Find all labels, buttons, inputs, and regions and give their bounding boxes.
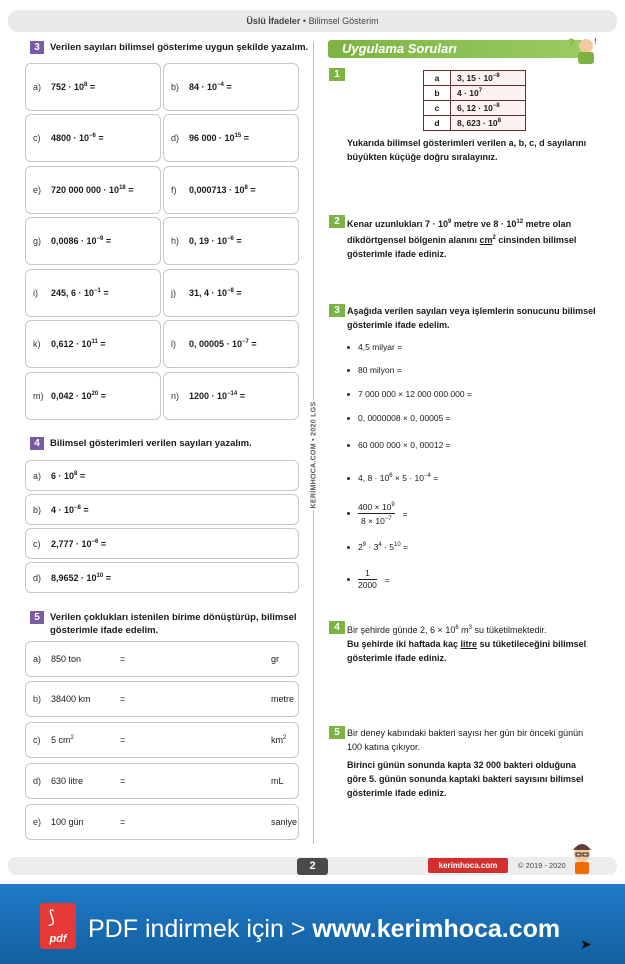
expression-base: 0,0086 · 10 — [51, 236, 97, 246]
expression-exponent: 10 — [96, 572, 104, 579]
q5-line3: Birinci günün sonunda kapta 32 000 bakteri olduğuna — [347, 760, 577, 770]
equals-sign: = — [83, 504, 89, 515]
equals-sign: = — [120, 735, 126, 745]
table-row — [424, 101, 526, 116]
table-key: a — [424, 71, 451, 86]
item-expression — [189, 82, 232, 92]
q3-item9-eq: = — [384, 574, 390, 585]
expression-exponent: −8 — [227, 288, 234, 294]
q4-line2-b: su tüketileceğini bilimsel — [477, 639, 587, 649]
answer-box[interactable] — [25, 372, 161, 420]
expression-base: 4 · 10 — [51, 504, 75, 515]
equals-sign: = — [251, 339, 257, 349]
q3-item8-d: = — [400, 542, 408, 552]
equals-sign: = — [100, 391, 106, 401]
q4-exp2: 3 — [468, 625, 473, 631]
answer-box[interactable] — [25, 722, 299, 758]
expression-base: 720 000 000 · 10 — [51, 185, 120, 195]
item-label: c) — [33, 735, 41, 745]
q3-item8-a: 2 — [358, 542, 363, 552]
q4-line1-b: m — [458, 625, 469, 635]
section5-title-line2: gösterimle ifade edelim. — [50, 625, 159, 636]
q2-line2-b: cinsinden bilimsel — [495, 235, 577, 245]
answer-box[interactable] — [163, 114, 299, 162]
bullet-dot — [347, 546, 350, 549]
acrobat-glyph-icon: ⟆ — [48, 907, 56, 927]
q3-item6-e1: 6 — [389, 473, 393, 479]
quantity-value: 38400 km — [51, 694, 91, 704]
expression-exponent: −1 — [94, 288, 101, 294]
value-base: 3, 15 · 10 — [457, 73, 493, 83]
item-label: b) — [33, 504, 42, 515]
answer-box[interactable] — [25, 460, 299, 491]
table-row — [424, 71, 526, 86]
equals-sign: = — [243, 133, 250, 143]
q3-item9-fraction — [358, 568, 377, 591]
answer-box[interactable] — [25, 63, 161, 111]
page-header — [8, 10, 617, 32]
value-exponent: 7 — [478, 88, 483, 94]
answer-box[interactable] — [25, 562, 299, 593]
uygulama-banner — [328, 40, 590, 58]
equals-sign: = — [236, 288, 242, 298]
q3-item-text: 60 000 000 × 0, 00012 = — [358, 440, 451, 450]
expression-base: 84 · 10 — [189, 82, 218, 92]
target-unit — [271, 817, 297, 827]
equals-sign: = — [236, 236, 242, 246]
expression-exponent: 11 — [91, 339, 98, 345]
pdf-banner-url[interactable]: www.kerimhoca.com — [312, 915, 561, 943]
item-expression — [51, 505, 89, 515]
answer-box[interactable] — [163, 320, 299, 368]
table-row — [424, 116, 526, 131]
bullet-dot — [347, 477, 350, 480]
question5-number: 5 — [329, 726, 345, 739]
item-expression — [51, 471, 85, 481]
expression-base: 0,612 · 10 — [51, 339, 92, 349]
equals-sign: = — [120, 817, 126, 827]
item-label: i) — [33, 288, 38, 298]
section4-title: Bilimsel gösterimleri verilen sayıları yazalım. — [50, 438, 252, 449]
unit-name: metre — [271, 694, 295, 704]
item-quantity — [51, 694, 91, 704]
q3-item-7 — [347, 500, 408, 527]
bullet-dot — [347, 393, 350, 396]
item-expression — [51, 82, 95, 92]
item-quantity — [51, 776, 83, 786]
table-key: d — [424, 116, 451, 131]
answer-box[interactable] — [25, 804, 299, 840]
item-expression — [189, 288, 242, 298]
q3-item — [347, 440, 451, 450]
unit-name: km — [271, 735, 283, 745]
pdf-banner-prompt: PDF indirmek için > — [88, 915, 306, 943]
item-label: j) — [171, 288, 176, 298]
item-label: d) — [33, 776, 42, 786]
item-label: a) — [33, 654, 42, 664]
answer-box[interactable] — [25, 528, 299, 559]
item-expression — [51, 339, 106, 349]
q3-item7-den: 8 × 10 — [360, 516, 385, 526]
expression-base: 4800 · 10 — [51, 133, 90, 143]
q4-text — [347, 621, 586, 665]
expression-exponent: −6 — [89, 133, 96, 139]
value-exponent: −8 — [492, 73, 500, 79]
q3-item7-fraction — [358, 500, 395, 527]
expression-base: 1200 · 10 — [189, 391, 228, 401]
q1-text — [347, 136, 586, 164]
q3-item8-e3: 10 — [393, 542, 401, 548]
q2-line1-c: metre olan — [523, 219, 572, 229]
expression-exponent: 20 — [91, 391, 99, 397]
header-title: Üslü İfadeler — [246, 16, 301, 26]
q3-item-text: 4,5 milyar = — [358, 342, 403, 352]
expression-base: 2,777 · 10 — [51, 538, 92, 549]
q2-line1-a: Kenar uzunlukları 7 · 10 — [347, 219, 449, 229]
target-unit — [271, 694, 294, 704]
q3-item7-num-exp: 9 — [391, 502, 395, 508]
equals-sign: = — [105, 236, 112, 246]
bullet-dot — [347, 512, 350, 515]
quantity-value: 630 litre — [51, 776, 84, 786]
answer-box[interactable] — [25, 320, 161, 368]
equals-sign: = — [98, 133, 104, 143]
uygulama-banner-title: Uygulama Soruları — [342, 41, 457, 56]
q3-item8-e1: 9 — [362, 542, 367, 548]
q2-exp1: 9 — [448, 219, 452, 225]
q2-line1-b: metre ve 8 · 10 — [451, 219, 517, 229]
question4-number: 4 — [329, 621, 345, 634]
q3-item-text: 0, 0000008 × 0, 00005 = — [358, 413, 451, 423]
q3-item9-den: 2000 — [358, 580, 377, 590]
teacher-mascot-icon — [566, 840, 598, 874]
target-unit — [271, 654, 279, 664]
header-subtitle: Bilimsel Gösterim — [308, 16, 379, 26]
q4-exp: 6 — [455, 625, 459, 631]
answer-box[interactable] — [163, 166, 299, 214]
equals-sign: = — [239, 391, 245, 401]
section5-number: 5 — [30, 611, 44, 624]
item-label: d) — [171, 133, 180, 143]
item-expression — [189, 133, 249, 143]
divider-label-text: KERİMHOCA.COM • 2020 LGS — [310, 401, 317, 509]
unit-exponent: 2 — [283, 735, 287, 741]
section5-heading — [30, 611, 297, 637]
answer-box[interactable] — [25, 269, 161, 317]
item-expression — [51, 185, 134, 195]
item-label: m) — [33, 391, 44, 401]
expression-base: 0, 00005 · 10 — [189, 339, 243, 349]
bullet-dot — [347, 369, 350, 372]
q3-item8-c: · 5 — [381, 542, 394, 552]
q3-item — [347, 365, 402, 375]
expression-exponent: 8 — [74, 470, 78, 477]
item-expression — [189, 339, 257, 349]
target-unit — [271, 735, 286, 745]
site-link[interactable]: kerimhoca.com — [428, 858, 508, 873]
q3-line1: Aşağıda verilen sayıları veya işlemlerin sonucunu bilimsel — [347, 306, 596, 316]
expression-exponent: −7 — [242, 339, 249, 345]
answer-box[interactable] — [163, 63, 299, 111]
expression-exponent: 18 — [119, 185, 126, 191]
item-label: b) — [171, 82, 180, 92]
q2-exp2: 12 — [516, 219, 524, 225]
q1-table — [423, 70, 526, 131]
equals-sign: = — [100, 339, 106, 349]
item-expression — [51, 391, 106, 401]
quantity-value: 100 gün — [51, 817, 84, 827]
equals-sign: = — [89, 82, 96, 92]
expression-exponent: −14 — [227, 391, 238, 397]
item-expression — [189, 236, 242, 246]
q1-text-line1: Yukarıda bilimsel gösterimleri verilen a, b, c, d sayılarını — [347, 138, 587, 148]
section4-number: 4 — [30, 437, 44, 450]
item-expression — [51, 236, 111, 246]
q4-line1-c: su tüketilmektedir. — [472, 625, 547, 635]
equals-sign: = — [120, 694, 126, 704]
expression-exponent: −9 — [96, 236, 104, 242]
q3-item-6 — [347, 473, 438, 483]
item-label: d) — [33, 572, 42, 583]
bullet-dot — [347, 346, 350, 349]
q4-line2-a: Bu şehirde iki haftada kaç — [347, 639, 461, 649]
q5-line1: Bir deney kabındaki bakteri sayısı her gün bir önceki günün — [347, 728, 584, 738]
item-expression — [51, 288, 109, 298]
q2-line2-a: dikdörtgensel bölgenin alanını — [347, 235, 480, 245]
value-exponent: 8 — [497, 118, 501, 124]
answer-box[interactable] — [25, 494, 299, 525]
table-value — [451, 101, 526, 116]
expression-base: 0,042 · 10 — [51, 391, 92, 401]
q3-item — [347, 342, 402, 352]
q3-item — [347, 413, 451, 423]
section3-heading — [30, 41, 308, 54]
item-label: e) — [33, 185, 42, 195]
answer-box[interactable] — [25, 166, 161, 214]
section3-number: 3 — [30, 41, 44, 54]
q2-line3: gösterimle ifade ediniz. — [347, 249, 447, 259]
item-label: g) — [33, 236, 42, 246]
table-value — [451, 71, 526, 86]
q5-line5: gösterimle ifade ediniz. — [347, 788, 447, 798]
q5-text — [347, 726, 584, 800]
expression-exponent: −6 — [91, 538, 99, 545]
page-number: 2 — [297, 858, 328, 875]
q3-item-text: 7 000 000 × 12 000 000 000 = — [358, 389, 472, 399]
quantity-exponent: 2 — [70, 735, 74, 741]
expression-exponent: 8 — [84, 82, 88, 88]
bullet-dot — [347, 444, 350, 447]
value-base: 4 · 10 — [457, 88, 479, 98]
item-expression — [51, 573, 111, 583]
question1-number: 1 — [329, 68, 345, 81]
item-label: a) — [33, 470, 42, 481]
copyright: © 2019 - 2020 — [518, 861, 566, 870]
table-value — [451, 116, 526, 131]
equals-sign: = — [250, 185, 256, 195]
table-row — [424, 86, 526, 101]
item-expression — [51, 539, 106, 549]
q3-line2: gösterimle ifade edelim. — [347, 320, 450, 330]
answer-box[interactable] — [25, 217, 161, 265]
expression-exponent: 8 — [244, 185, 248, 191]
q5-line4: göre 5. günün sonunda kaptaki bakteri sayısını bilimsel — [347, 774, 584, 784]
question2-number: 2 — [329, 215, 345, 228]
table-key: b — [424, 86, 451, 101]
unit-name: saniye — [271, 817, 298, 827]
q4-line1-a: Bir şehirde günde 2, 6 × 10 — [347, 625, 456, 635]
answer-box[interactable] — [163, 269, 299, 317]
item-label: k) — [33, 339, 41, 349]
q5-line2: 100 katına çıkıyor. — [347, 742, 421, 752]
bullet-dot — [347, 578, 350, 581]
target-unit — [271, 776, 284, 786]
q3-text — [347, 304, 596, 332]
equals-sign: = — [100, 538, 107, 549]
expression-exponent: −6 — [227, 236, 234, 242]
expression-base: 0,000713 · 10 — [189, 185, 245, 195]
answer-box[interactable] — [25, 763, 299, 799]
equals-sign: = — [79, 470, 86, 481]
item-quantity — [51, 654, 81, 664]
svg-text:!: ! — [594, 37, 597, 46]
item-label: f) — [171, 185, 177, 195]
unit-name: gr — [271, 654, 280, 664]
item-label: c) — [33, 538, 41, 549]
expression-base: 6 · 10 — [51, 470, 75, 481]
q3-item — [347, 389, 472, 399]
answer-box[interactable] — [25, 114, 161, 162]
item-expression — [189, 391, 245, 401]
item-label: a) — [33, 82, 42, 92]
q3-item7-num: 400 × 10 — [358, 502, 392, 512]
section4-heading — [30, 437, 252, 450]
bullet-dot — [347, 417, 350, 420]
item-label: b) — [33, 694, 42, 704]
value-base: 6, 12 · 10 — [457, 103, 493, 113]
mouse-cursor-icon: ➤ — [580, 936, 592, 952]
equals-sign: = — [103, 288, 109, 298]
section3-title: Verilen sayıları bilimsel gösterime uygun şekilde yazalım. — [50, 42, 309, 53]
q3-item-9 — [347, 568, 390, 591]
q3-item6-e2: −4 — [423, 473, 431, 479]
unit-name: mL — [271, 776, 284, 786]
expression-base: 752 · 10 — [51, 82, 85, 92]
answer-box[interactable] — [163, 372, 299, 420]
pdf-file-icon — [40, 903, 76, 949]
section5-title-line1: Verilen çoklukları istenilen birime dönüştürüp, bilimsel — [50, 612, 297, 623]
item-expression — [51, 133, 104, 143]
question3-number: 3 — [329, 304, 345, 317]
answer-box[interactable] — [163, 217, 299, 265]
quantity-value: 850 ton — [51, 654, 82, 664]
item-label: h) — [171, 236, 180, 246]
q3-item9-num: 1 — [365, 568, 370, 578]
equals-sign: = — [128, 185, 134, 195]
svg-text:?: ? — [568, 37, 575, 49]
expression-base: 96 000 · 10 — [189, 133, 235, 143]
expression-exponent: −8 — [74, 504, 81, 511]
expression-base: 8,9652 · 10 — [51, 572, 97, 583]
q2-text — [347, 215, 576, 261]
expression-base: 245, 6 · 10 — [51, 288, 95, 298]
equals-sign: = — [120, 654, 126, 664]
answer-box[interactable] — [25, 641, 299, 677]
header-separator: • — [302, 16, 307, 26]
q3-item-8 — [347, 542, 408, 552]
q2-unit-exp: 2 — [492, 235, 496, 241]
equals-sign: = — [105, 572, 112, 583]
q3-item7-den-exp: −7 — [384, 516, 392, 522]
q3-item7-eq: = — [402, 508, 408, 519]
mascot-icon — [566, 34, 600, 68]
item-label: c) — [33, 133, 41, 143]
q3-item6-a: 4, 8 · 10 — [358, 473, 390, 483]
expression-base: 31, 4 · 10 — [189, 288, 228, 298]
item-label: l) — [171, 339, 176, 349]
q3-item8-b: · 3 — [366, 542, 379, 552]
equals-sign: = — [120, 776, 126, 786]
q3-item-text: 80 milyon = — [358, 365, 402, 375]
q2-unit: cm — [479, 235, 493, 245]
pdf-icon-label: pdf — [49, 933, 67, 945]
expression-base: 0, 19 · 10 — [189, 236, 228, 246]
q4-line3: gösterimle ifade ediniz. — [347, 653, 447, 663]
expression-exponent: −4 — [217, 82, 224, 88]
equals-sign: = — [226, 82, 232, 92]
expression-exponent: 15 — [234, 133, 242, 139]
item-expression — [189, 185, 256, 195]
q3-item6-b: × 5 · 10 — [392, 473, 424, 483]
answer-box[interactable] — [25, 681, 299, 717]
q3-item6-c: = — [430, 473, 439, 483]
table-value — [451, 86, 526, 101]
value-exponent: −8 — [492, 103, 500, 109]
item-label: e) — [33, 817, 42, 827]
item-quantity — [51, 817, 84, 827]
item-quantity — [51, 735, 74, 745]
quantity-value: 5 cm — [51, 735, 71, 745]
value-base: 8, 623 · 10 — [457, 118, 498, 128]
q3-item8-e2: 4 — [378, 542, 382, 548]
item-label: n) — [171, 391, 180, 401]
q4-unit: litre — [460, 639, 478, 649]
q1-text-line2: büyükten küçüğe doğru sıralayınız. — [347, 152, 498, 162]
pdf-banner-text[interactable] — [88, 914, 560, 944]
divider-label — [304, 400, 323, 510]
table-key: c — [424, 101, 451, 116]
